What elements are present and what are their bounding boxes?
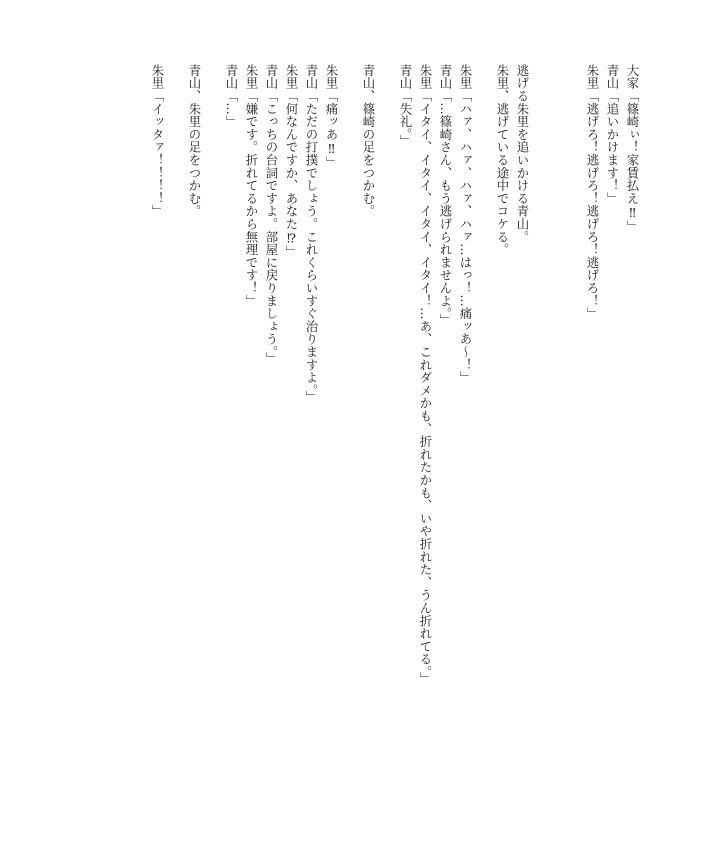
script-line: 青山、篠崎の足をつかむ。 [361,64,376,218]
script-line: 朱里「イッタァ！！！！」 [150,64,165,218]
script-line: 青山「失礼。」 [398,64,413,148]
script-line: 朱里「痛ッあ‼」 [324,64,339,169]
script-line: 朱里「イタイ、イタイ、イタイ、イタイ！…あ、これダメかも、折れたかも、いや折れた、うん折れてる。」 [418,64,433,685]
script-line: 朱里「何なんですか、あなた⁉」 [284,64,299,259]
script-line: 青山「ただの打撲でしょう。これくらいすぐ治りますよ。」 [304,64,319,404]
script-line: 青山「追いかけます！」 [605,64,620,205]
script-line: 朱里「逃げろ！逃げろ！逃げろ！逃げろ！」 [585,64,600,320]
script-line: 朱里「ハァ、ハァ、ハァ、ハァ…はっ！…痛ッあ〜！」 [458,64,473,384]
script-line: 朱里、逃げている途中でコケる。 [495,64,510,256]
script-line: 朱里「嫌です。折れてるから無理です！」 [244,64,259,308]
script-line: 青山「…」 [224,64,239,128]
script-line: 逃げる朱里を追いかける青山。 [515,64,530,244]
script-line: 青山「…篠崎さん、もう逃げられませんよ。」 [438,64,453,327]
script-line: 青山、朱里の足をつかむ。 [187,64,202,218]
script-line: 青山「こっちの台詞ですよ。部屋に戻りましょう。」 [264,64,279,365]
script-line: 大家「篠崎ぃ！家賃払え‼」 [625,64,640,233]
